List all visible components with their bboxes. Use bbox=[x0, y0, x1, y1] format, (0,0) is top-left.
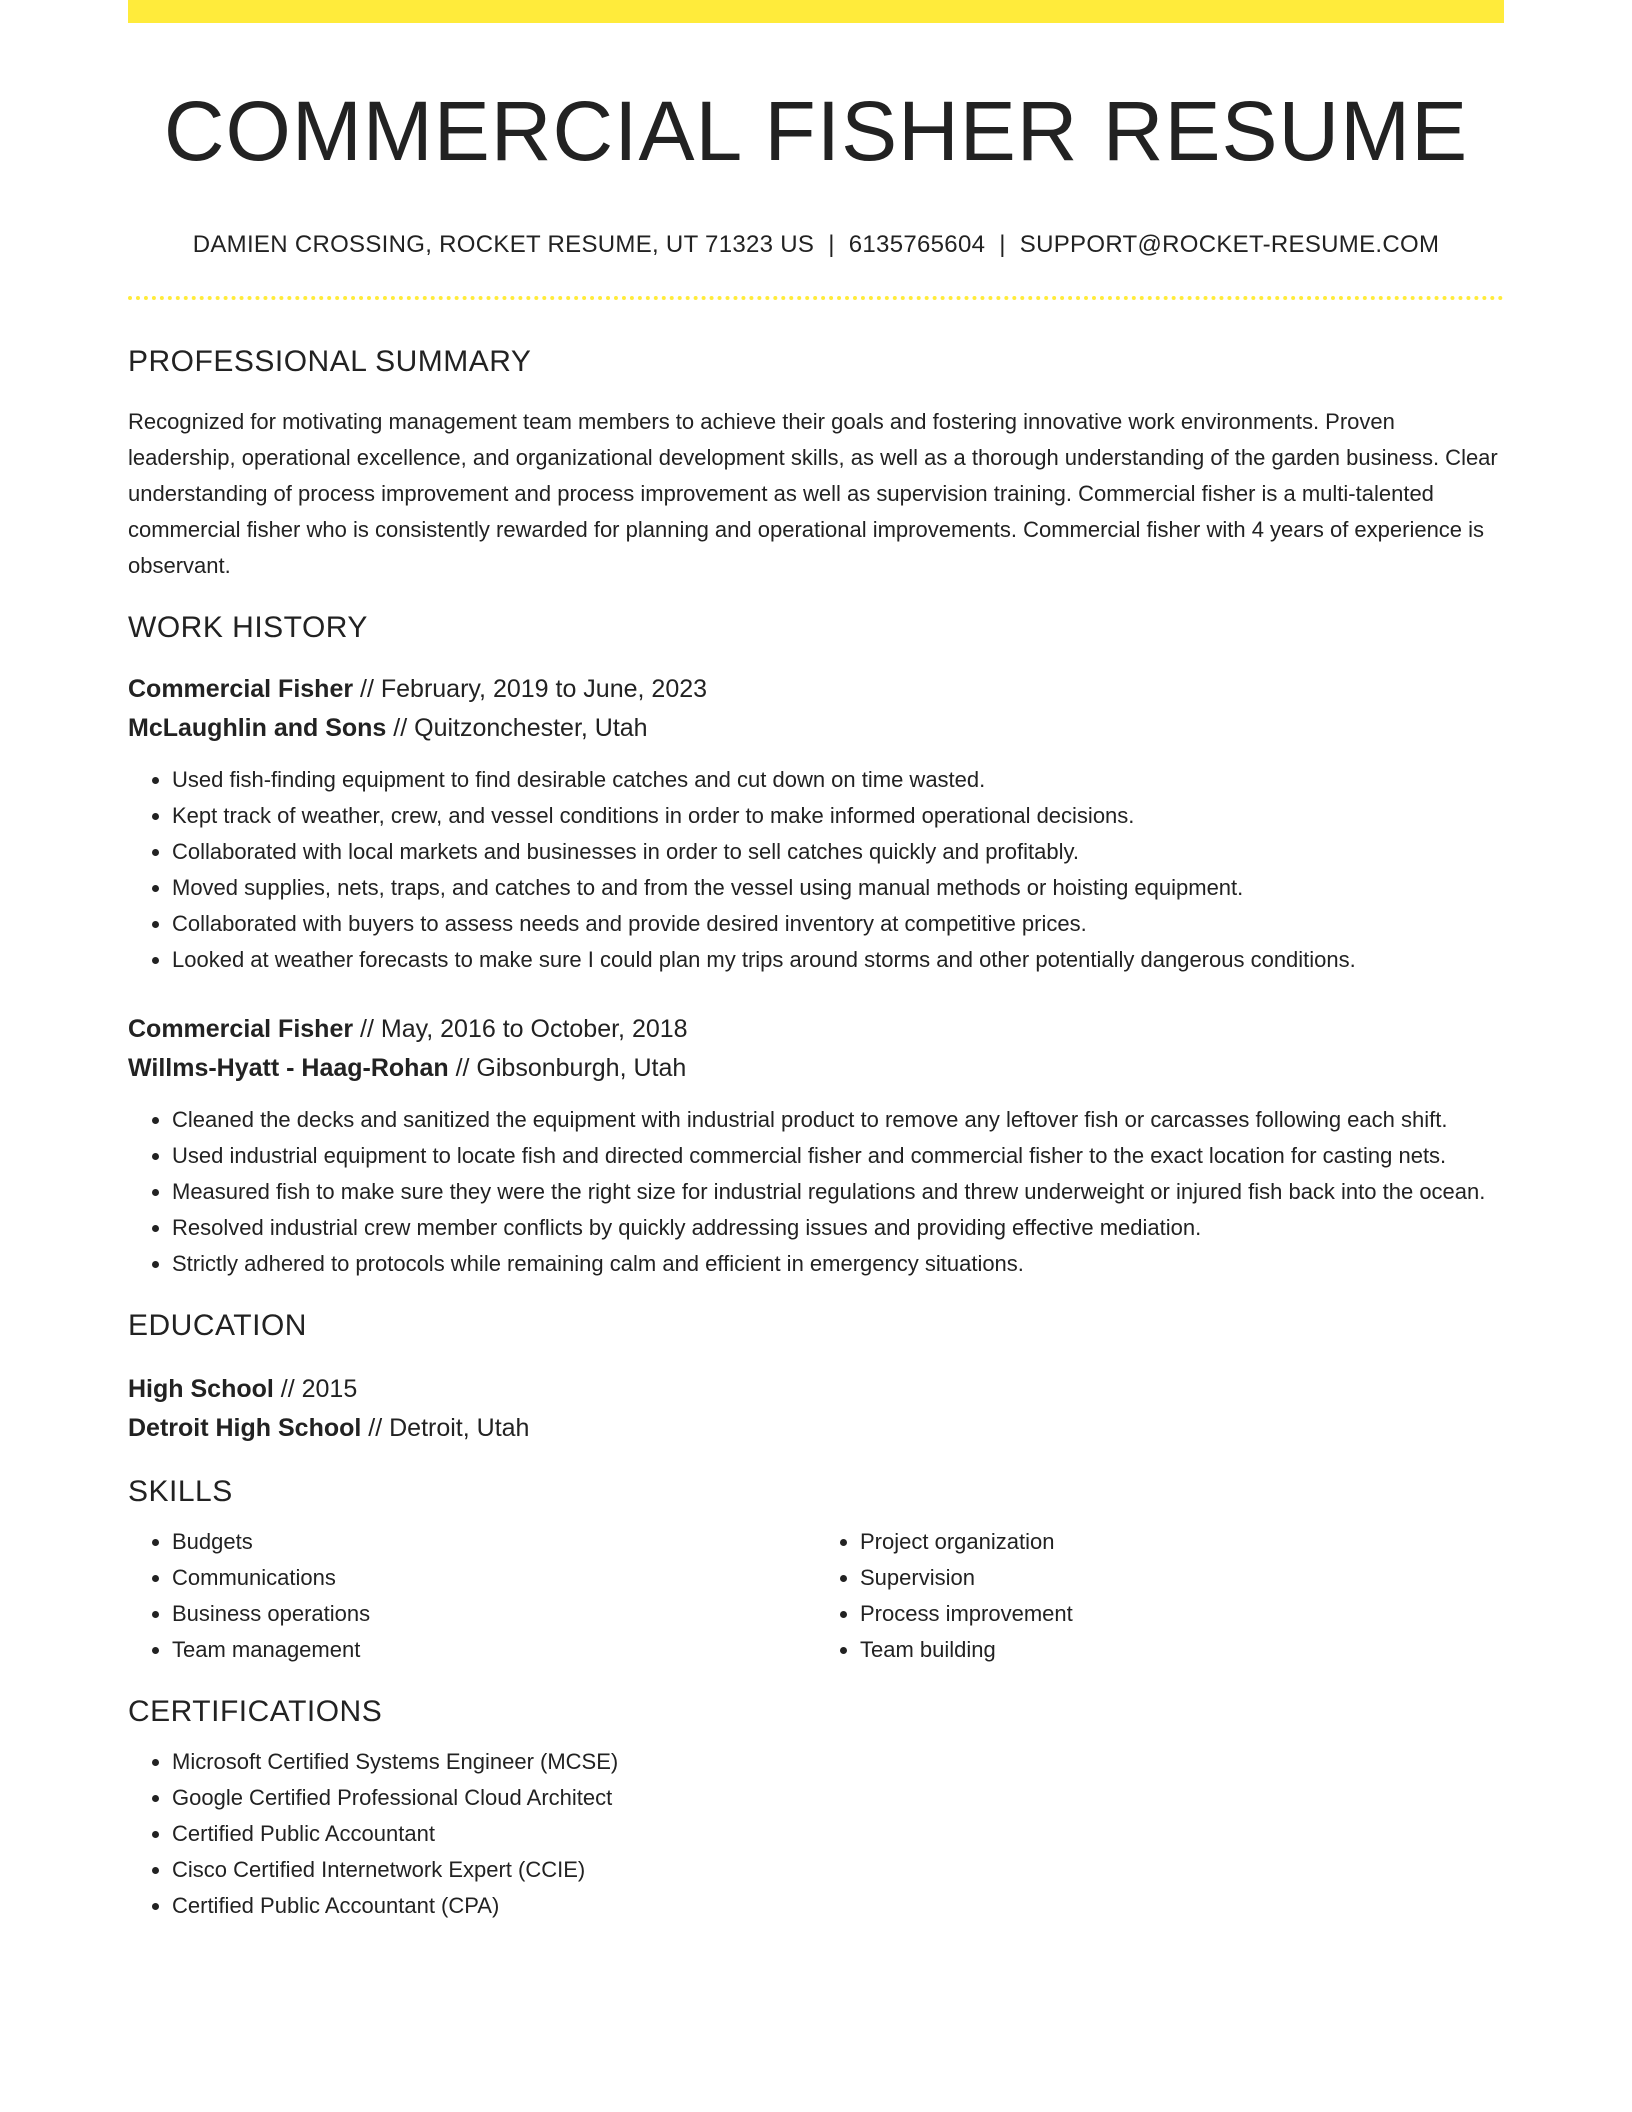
contact-separator: | bbox=[828, 231, 835, 259]
section-skills bbox=[128, 1474, 1504, 1668]
job-bullets bbox=[128, 762, 1504, 978]
section-heading-work-history: WORK HISTORY bbox=[128, 610, 368, 644]
skills-list-right bbox=[816, 1524, 1504, 1668]
list-item: • Resolved industrial crew member conflicts by quickly addressing issues and providing effective mediation. bbox=[172, 1210, 1504, 1246]
skills-columns bbox=[128, 1524, 1504, 1668]
section-certifications bbox=[128, 1694, 1504, 1924]
job-location: // Gibsonburgh, Utah bbox=[448, 1053, 687, 1082]
list-item: • Measured fish to make sure they were the right size for industrial regulations and threw underweight or injured fish back into the ocean. bbox=[172, 1174, 1504, 1210]
job-company: Willms-Hyatt - Haag-Rohan bbox=[128, 1053, 449, 1082]
list-item: • Team building bbox=[860, 1632, 1504, 1668]
list-item: • Cleaned the decks and sanitized the equipment with industrial product to remove any leftover fish or carcasses following each shift. bbox=[172, 1102, 1504, 1138]
list-item: • Cisco Certified Internetwork Expert (CCIE) bbox=[172, 1852, 1504, 1888]
contact-line bbox=[128, 231, 1504, 260]
summary-text: Recognized for motivating management team members to achieve their goals and fostering innovative work environments. Proven leadership, operational excellence, and organizational development skills, as well as a thorough understanding of the garden business. Clear understanding of process improvement and process improvement as well as supervision training. Commercial fisher is a multi-talented commercial fisher who is consistently rewarded for planning and operational improvements. Commercial fisher with 4 years of experience is observant. bbox=[128, 408, 1498, 578]
education-school: Detroit High School bbox=[128, 1413, 362, 1442]
job-title-line bbox=[128, 670, 1504, 709]
job-title: Commercial Fisher bbox=[128, 674, 354, 703]
list-item: • Supervision bbox=[860, 1560, 1504, 1596]
section-work-history bbox=[128, 610, 1504, 1282]
list-item: • Kept track of weather, crew, and vessel conditions in order to make informed operational decisions. bbox=[172, 798, 1504, 834]
education-degree: High School bbox=[128, 1374, 274, 1403]
section-heading-education: EDUCATION bbox=[128, 1308, 307, 1342]
list-item: • Team management bbox=[172, 1632, 816, 1668]
job-company: McLaughlin and Sons bbox=[128, 713, 387, 742]
skills-list-left bbox=[128, 1524, 816, 1668]
job-entry bbox=[128, 670, 1504, 978]
contact-email: SUPPORT@ROCKET-RESUME.COM bbox=[1019, 231, 1440, 259]
education-school-line bbox=[128, 1409, 1504, 1448]
education-year: // 2015 bbox=[273, 1374, 358, 1403]
accent-top-bar bbox=[128, 0, 1504, 23]
job-company-line bbox=[128, 709, 1504, 748]
job-title-line bbox=[128, 1010, 1504, 1049]
list-item: • Business operations bbox=[172, 1596, 816, 1632]
list-item: • Collaborated with buyers to assess needs and provide desired inventory at competitive prices. bbox=[172, 906, 1504, 942]
contact-address: DAMIEN CROSSING, ROCKET RESUME, UT 71323 US bbox=[192, 231, 815, 259]
job-location: // Quitzonchester, Utah bbox=[386, 713, 648, 742]
job-company-line bbox=[128, 1049, 1504, 1088]
list-item: • Budgets bbox=[172, 1524, 816, 1560]
job-title: Commercial Fisher bbox=[128, 1014, 354, 1043]
list-item: • Process improvement bbox=[860, 1596, 1504, 1632]
list-item: • Project organization bbox=[860, 1524, 1504, 1560]
list-item: • Communications bbox=[172, 1560, 816, 1596]
job-bullets bbox=[128, 1102, 1504, 1282]
list-item: • Google Certified Professional Cloud Architect bbox=[172, 1780, 1504, 1816]
section-heading-skills: SKILLS bbox=[128, 1474, 233, 1508]
section-heading-summary: PROFESSIONAL SUMMARY bbox=[128, 344, 532, 378]
job-entry bbox=[128, 1010, 1504, 1282]
list-item: • Certified Public Accountant bbox=[172, 1816, 1504, 1852]
section-education bbox=[128, 1308, 1504, 1448]
list-item: • Used industrial equipment to locate fish and directed commercial fisher and commercial fisher to the exact location for casting nets. bbox=[172, 1138, 1504, 1174]
dotted-divider bbox=[128, 296, 1504, 300]
job-dates: // May, 2016 to October, 2018 bbox=[353, 1014, 688, 1043]
certifications-list bbox=[128, 1744, 1504, 1924]
list-item: • Collaborated with local markets and businesses in order to sell catches quickly and profitably. bbox=[172, 834, 1504, 870]
education-degree-line bbox=[128, 1370, 1504, 1409]
list-item: • Certified Public Accountant (CPA) bbox=[172, 1888, 1504, 1924]
list-item: • Strictly adhered to protocols while remaining calm and efficient in emergency situations. bbox=[172, 1246, 1504, 1282]
education-entry bbox=[128, 1370, 1504, 1448]
job-dates: // February, 2019 to June, 2023 bbox=[353, 674, 708, 703]
list-item: • Used fish-finding equipment to find desirable catches and cut down on time wasted. bbox=[172, 762, 1504, 798]
section-heading-certifications: CERTIFICATIONS bbox=[128, 1694, 383, 1728]
resume-title: COMMERCIAL FISHER RESUME bbox=[163, 84, 1469, 178]
education-location: // Detroit, Utah bbox=[361, 1413, 530, 1442]
contact-separator: | bbox=[999, 231, 1006, 259]
contact-phone: 6135765604 bbox=[848, 231, 986, 259]
list-item: • Moved supplies, nets, traps, and catches to and from the vessel using manual methods or hoisting equipment. bbox=[172, 870, 1504, 906]
resume-page bbox=[128, 0, 1504, 1924]
list-item: • Looked at weather forecasts to make sure I could plan my trips around storms and other potentially dangerous conditions. bbox=[172, 942, 1504, 978]
list-item: • Microsoft Certified Systems Engineer (MCSE) bbox=[172, 1744, 1504, 1780]
